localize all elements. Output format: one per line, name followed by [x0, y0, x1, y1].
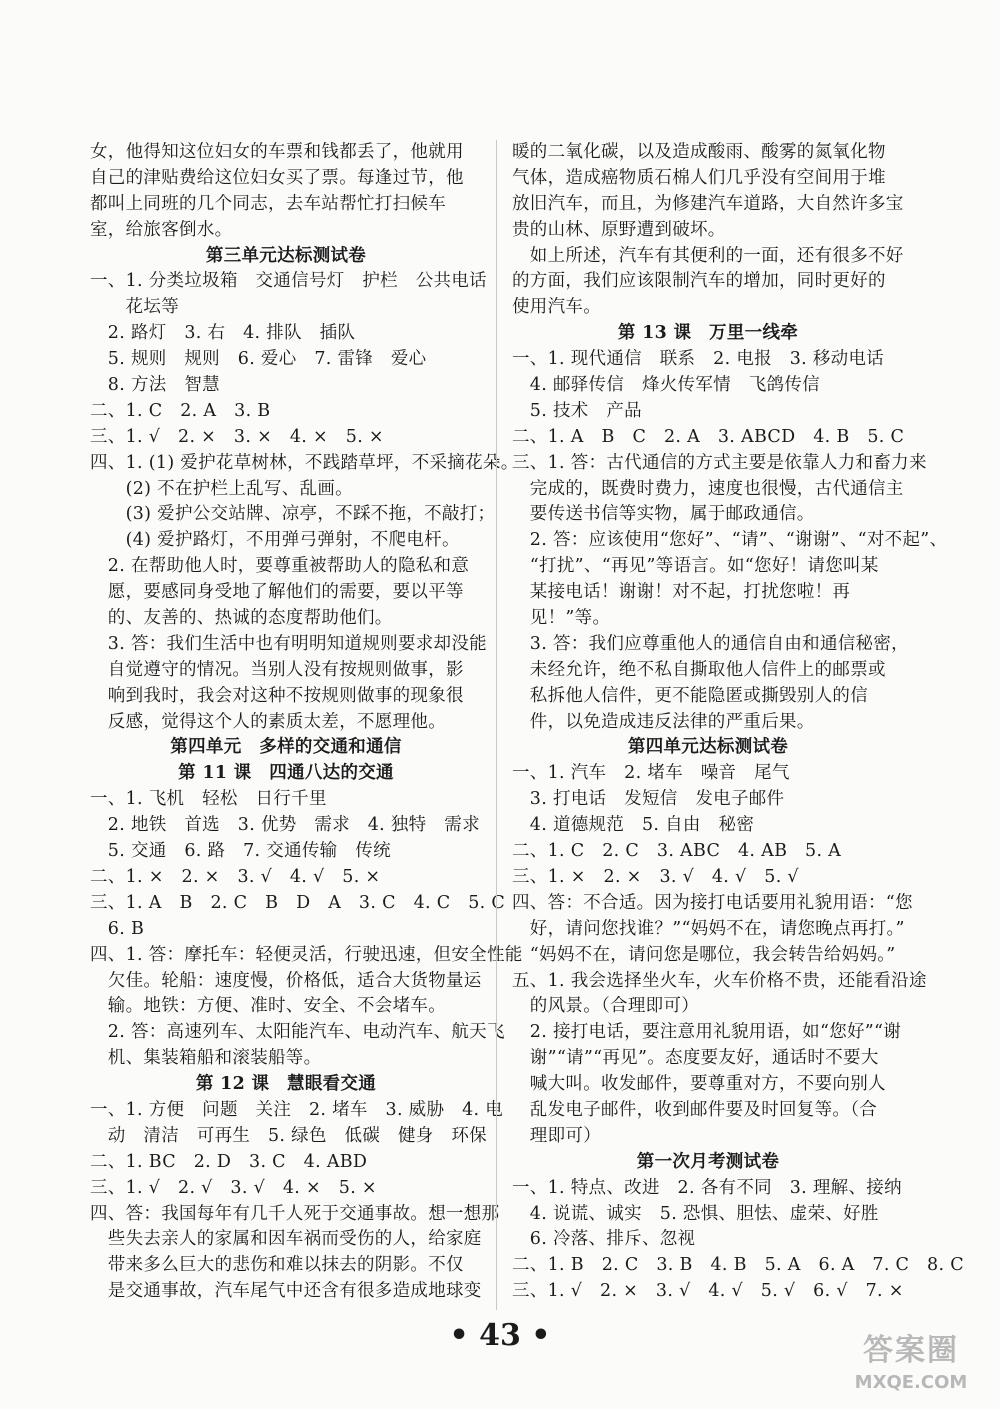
text-line: 自觉遵守的情况。当别人没有按规则做事，影 — [90, 659, 464, 680]
left-column — [90, 140, 523, 1305]
text-line: 喊大叫。收发邮件，要尊重对方，不要向别人 — [512, 1074, 886, 1095]
text-line: 花坛等 — [90, 297, 179, 318]
section-heading: 第三单元达标测试卷 — [205, 245, 367, 266]
text-line: 2. 接打电话，要注意用礼貌用语，如“您好”“谢 — [512, 1022, 902, 1043]
text-line: 私拆他人信件，更不能隐匿或撕毁别人的信 — [512, 685, 868, 706]
text-line: 的风景。（合理即可） — [512, 996, 700, 1017]
text-line: 2. 答：高速列车、太阳能汽车、电动汽车、航天飞 — [90, 1022, 505, 1043]
text-line: 4. 说谎、诚实 5. 恐惧、胆怯、虚荣、好胜 — [512, 1203, 879, 1224]
right-column — [512, 140, 964, 1305]
text-line: 3. 答：我们应尊重他人的通信自由和通信秘密， — [512, 633, 909, 654]
text-line: (3) 爱护公交站牌、凉亭，不踩不拖，不敲打； — [90, 504, 496, 525]
text-line: 一、1. 汽车 2. 堵车 噪音 尾气 — [512, 763, 790, 784]
text-line: 四、答：不合适。因为接打电话要用礼貌用语：“您 — [512, 892, 913, 913]
text-line: 一、1. 方便 问题 关注 2. 堵车 3. 威胁 4. 电 — [90, 1099, 504, 1120]
text-line: “打扰”、“再见”等语言。如“您好！请您叫某 — [512, 556, 879, 577]
text-line: 如上所述，汽车有其便利的一面，还有很多不好 — [512, 245, 904, 266]
section-heading: 第 12 课 慧眼看交通 — [195, 1074, 377, 1095]
text-line: 都叫上同班的几个同志，去车站帮忙打扫候车 — [90, 193, 446, 214]
text-line: 三、1. 答：古代通信的方式主要是依靠人力和畜力来 — [512, 452, 927, 473]
text-line: 五、1. 我会选择坐火车，火车价格不贵，还能看沿途 — [512, 970, 927, 991]
section-heading: 第 13 课 万里一线牵 — [617, 323, 799, 344]
text-line: 的、友善的、热诚的态度帮助他们。 — [90, 608, 393, 629]
text-line: 某接电话！谢谢！对不起，打扰您啦！再 — [512, 582, 851, 603]
text-line: 放旧汽车，而且，为修建汽车道路，大自然许多宝 — [512, 193, 904, 214]
text-line: 使用汽车。 — [512, 297, 601, 318]
text-line: 理即可） — [512, 1125, 601, 1146]
text-line: 要传送书信等实物，属于邮政通信。 — [512, 504, 815, 525]
text-line: 自己的津贴费给这位妇女买了票。每逢过节，他 — [90, 167, 464, 188]
text-line: 2. 路灯 3. 右 4. 排队 插队 — [90, 323, 356, 344]
text-line: 二、1. C 2. C 3. ABC 4. AB 5. A — [512, 841, 842, 862]
text-line: 女，他得知这位妇女的车票和钱都丢了，他就用 — [90, 142, 464, 162]
text-line: 贵的山林、原野遭到破坏。 — [512, 219, 726, 240]
text-line: 一、1. 现代通信 联系 2. 电报 3. 移动电话 — [512, 349, 885, 370]
text-line: 一、1. 分类垃圾箱 交通信号灯 护栏 公共电话 — [90, 271, 487, 292]
text-line: 三、1. √ 2. × 3. × 4. × 5. × — [90, 426, 384, 447]
text-line: 输。地铁：方便、准时、安全、不会堵车。 — [90, 996, 446, 1017]
text-line: 5. 规则 规则 6. 爱心 7. 雷锋 爱心 — [90, 349, 427, 370]
text-line: 一、1. 特点、改进 2. 各有不同 3. 理解、接纳 — [512, 1177, 902, 1198]
text-line: 件，以免造成违反法律的严重后果。 — [512, 711, 815, 732]
section-heading: 第一次月考测试卷 — [636, 1151, 780, 1172]
text-line: 6. 冷落、排斥、忽视 — [512, 1229, 696, 1250]
column-divider — [496, 140, 497, 1310]
text-line: 未经允许，绝不私自撕取他人信件上的邮票或 — [512, 659, 886, 680]
text-line: 好，请问您找谁？”“妈妈不在，请您晚点再打。” — [512, 918, 905, 939]
text-line: 欠佳。轮船：速度慢，价格低，适合大货物量运 — [90, 970, 482, 991]
text-line: 反感，觉得这个人的素质太差，不愿理他。 — [90, 711, 446, 732]
text-line: 二、1. C 2. A 3. B — [90, 400, 271, 421]
watermark-url: MXQE.COM — [854, 1372, 968, 1393]
text-line: 5. 技术 产品 — [512, 400, 642, 421]
text-line: 二、1. × 2. × 3. √ 4. √ 5. × — [90, 866, 381, 887]
text-line: 一、1. 飞机 轻松 日行千里 — [90, 789, 327, 810]
text-line: 三、1. A B 2. C B D A 3. C 4. C 5. C — [90, 892, 506, 913]
page-number: • 43 • — [449, 1318, 551, 1353]
text-line: 动 清洁 可再生 5. 绿色 低碳 健身 环保 — [90, 1125, 487, 1146]
text-line: 二、1. A B C 2. A 3. ABCD 4. B 5. C — [512, 426, 905, 447]
text-line: 5. 交通 6. 路 7. 交通传输 传统 — [90, 841, 391, 862]
text-line: (2) 不在护栏上乱写、乱画。 — [90, 478, 353, 499]
text-line: (4) 爱护路灯，不用弹弓弹射，不爬电杆。 — [90, 530, 460, 551]
text-line: 些失去亲人的家属和因车祸而受伤的人，给家庭 — [90, 1229, 482, 1250]
text-line: 见！”等。 — [512, 608, 611, 629]
section-heading: 第四单元 多样的交通和通信 — [170, 737, 402, 758]
text-line: 三、1. √ 2. √ 3. √ 4. × 5. × — [90, 1177, 377, 1198]
text-line: 室，给旅客倒水。 — [90, 219, 233, 240]
text-line: “妈妈不在，请问您是哪位，我会转告给妈妈。” — [512, 944, 896, 965]
text-line: 2. 地铁 首选 3. 优势 需求 4. 独特 需求 — [90, 815, 480, 836]
text-line: 四、1. (1) 爱护花草树林，不践踏草坪，不采摘花朵。 — [90, 452, 519, 473]
section-heading: 第 11 课 四通八达的交通 — [178, 763, 394, 784]
text-line: 乱发电子邮件，收到邮件要及时回复等。（合 — [512, 1099, 878, 1120]
text-line: 8. 方法 智慧 — [90, 375, 220, 396]
text-line: 4. 邮驿传信 烽火传军情 飞鸽传信 — [512, 375, 820, 396]
text-line: 三、1. × 2. × 3. √ 4. √ 5. √ — [512, 866, 799, 887]
text-line: 三、1. √ 2. × 3. √ 4. √ 5. √ 6. √ 7. × — [512, 1281, 904, 1302]
text-line: 2. 在帮助他人时，要尊重被帮助人的隐私和意 — [90, 556, 470, 577]
text-line: 四、1. 答：摩托车：轻便灵活，行驶迅速，但安全性能 — [90, 944, 523, 965]
text-line: 暖的二氧化碳，以及造成酸雨、酸雾的氮氧化物 — [512, 142, 886, 162]
text-line: 谢”“请”“再见”。态度要友好，通话时不要大 — [512, 1048, 879, 1069]
text-line: 响到我时，我会对这种不按规则做事的现象很 — [90, 685, 464, 706]
text-line: 的方面，我们应该限制汽车的增加，同时更好的 — [512, 271, 886, 292]
text-line: 愿，要感同身受地了解他们的需要，要以平等 — [90, 582, 464, 603]
text-line: 带来多么巨大的悲伤和难以抹去的阴影。不仅 — [90, 1255, 464, 1276]
section-heading: 第四单元达标测试卷 — [627, 737, 789, 758]
text-line: 2. 答：应该使用“您好”、“请”、“谢谢”、“对不起”、 — [512, 530, 948, 551]
text-line: 二、1. B 2. C 3. B 4. B 5. A 6. A 7. C 8. C — [512, 1255, 964, 1276]
text-line: 3. 答：我们生活中也有明明知道规则要求却没能 — [90, 633, 487, 654]
text-line: 完成的，既费时费力，速度也很慢，古代通信主 — [512, 478, 904, 499]
text-line: 四、答：我国每年有几千人死于交通事故。想一想那 — [90, 1203, 500, 1224]
text-line: 4. 道德规范 5. 自由 秘密 — [512, 815, 755, 836]
text-line: 二、1. BC 2. D 3. C 4. ABD — [90, 1151, 368, 1172]
text-line: 机、集装箱船和滚装船等。 — [90, 1048, 322, 1069]
watermark — [836, 1331, 986, 1401]
watermark-logo: 答案圈 — [863, 1333, 959, 1368]
text-line: 6. B — [90, 918, 145, 939]
text-line: 气体，造成癌物质石棉人们几乎没有空间用于堆 — [512, 167, 886, 188]
text-line: 3. 打电话 发短信 发电子邮件 — [512, 789, 785, 810]
text-line: 是交通事故，汽车尾气中还含有很多造成地球变 — [90, 1281, 482, 1302]
